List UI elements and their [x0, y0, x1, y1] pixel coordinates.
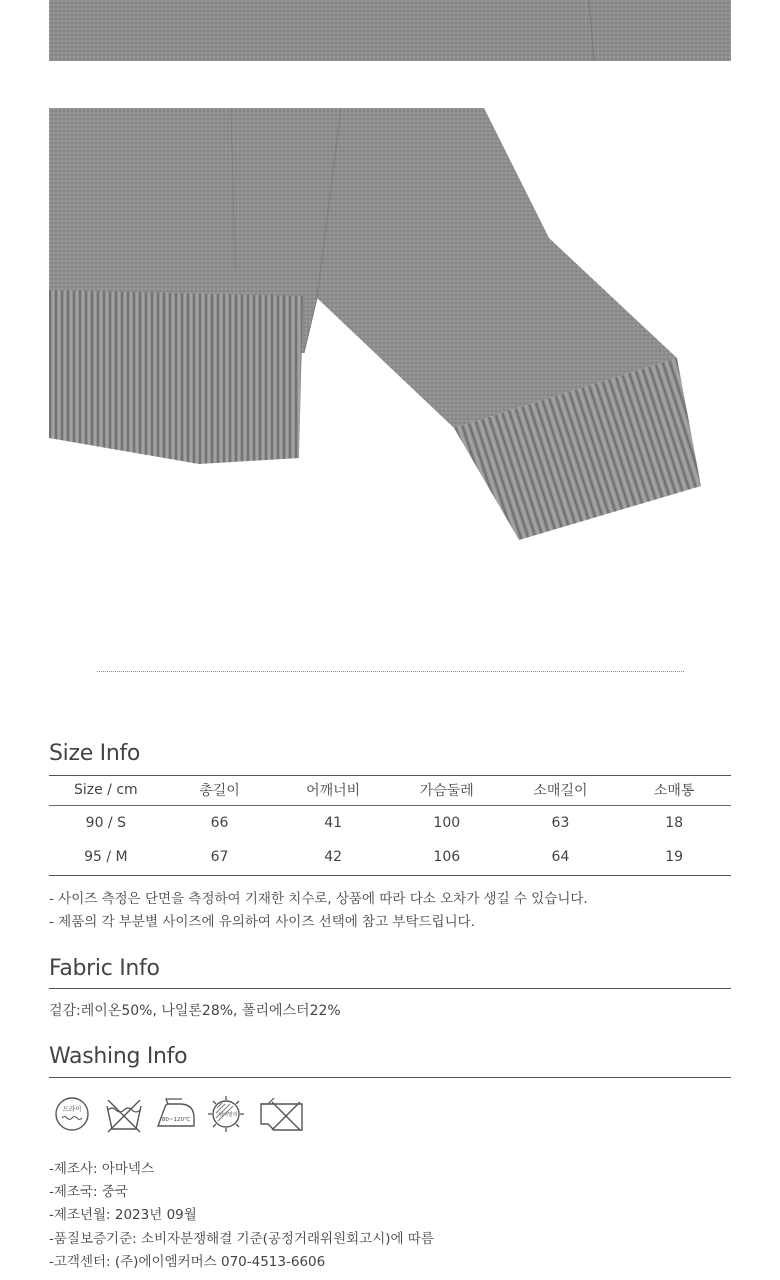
shade-dry-icon [206, 1094, 250, 1134]
size-table-header: 소매길이 [504, 776, 618, 805]
fabric-composition: 겉감:레이온50%, 나일론28%, 폴리에스터22% [49, 1003, 341, 1019]
quality-guarantee: -품질보증기준: 소비자분쟁해결 기준(공정거래위원회고시)에 따름 [49, 1230, 434, 1247]
section-divider [97, 671, 684, 672]
size-table-header: 어깨너비 [276, 776, 390, 805]
country-of-origin: -제조국: 중국 [49, 1184, 128, 1201]
table-cell: 106 [390, 840, 504, 875]
table-cell: 19 [617, 840, 731, 875]
size-notes [49, 888, 588, 934]
table-cell: 42 [276, 840, 390, 875]
no-hand-wash-icon [102, 1094, 146, 1134]
fabric-info-title: Fabric Info [49, 956, 160, 981]
fabric-info-rule [49, 988, 731, 989]
size-note: - 제품의 각 부분별 사이즈에 유의하여 사이즈 선택에 참고 부탁드립니다. [49, 914, 475, 930]
size-table-header: 총길이 [163, 776, 277, 805]
product-info-list [49, 1158, 434, 1274]
product-photo-top [49, 0, 731, 61]
size-table-header: Size / cm [49, 776, 163, 805]
table-row [49, 805, 731, 840]
dry-clean-icon [52, 1094, 96, 1134]
washing-info-title: Washing Info [49, 1044, 188, 1069]
manufacturer: -제조사: 아마넥스 [49, 1161, 154, 1177]
table-cell: 63 [551, 814, 570, 831]
table-cell: 18 [665, 814, 684, 831]
table-cell: 66 [210, 814, 229, 831]
manufacture-date: -제조년월: 2023년 09월 [49, 1207, 197, 1224]
iron-icon [154, 1094, 198, 1134]
table-cell: 95 / M [49, 840, 163, 875]
table-cell: 90 / S [85, 814, 126, 831]
table-cell: 64 [504, 840, 618, 875]
size-table-header: 소매통 [617, 776, 731, 805]
size-table-header-row [49, 776, 731, 805]
iron-temp-label: 80~120℃ [161, 1117, 191, 1123]
dry-clean-label: 드라이 [62, 1105, 82, 1113]
product-photo-sleeve-hem [49, 108, 731, 548]
table-cell: 67 [163, 840, 277, 875]
washing-info-rule [49, 1077, 731, 1078]
table-cell: 41 [324, 814, 343, 831]
size-info-title: Size Info [49, 741, 141, 766]
no-bleach-icon [258, 1094, 302, 1134]
shade-dry-label: 뉘어말리 [218, 1112, 238, 1118]
size-note: - 사이즈 측정은 단면을 측정하여 기재한 치수로, 상품에 따라 다소 오차가 생길 수 있습니다. [49, 891, 588, 907]
customer-center: -고객센터: (주)에이엠커머스 070-4513-6606 [49, 1253, 326, 1270]
table-row [49, 840, 731, 875]
size-table [49, 776, 731, 876]
size-table-header: 가슴둘레 [390, 776, 504, 805]
table-cell: 100 [433, 814, 461, 831]
